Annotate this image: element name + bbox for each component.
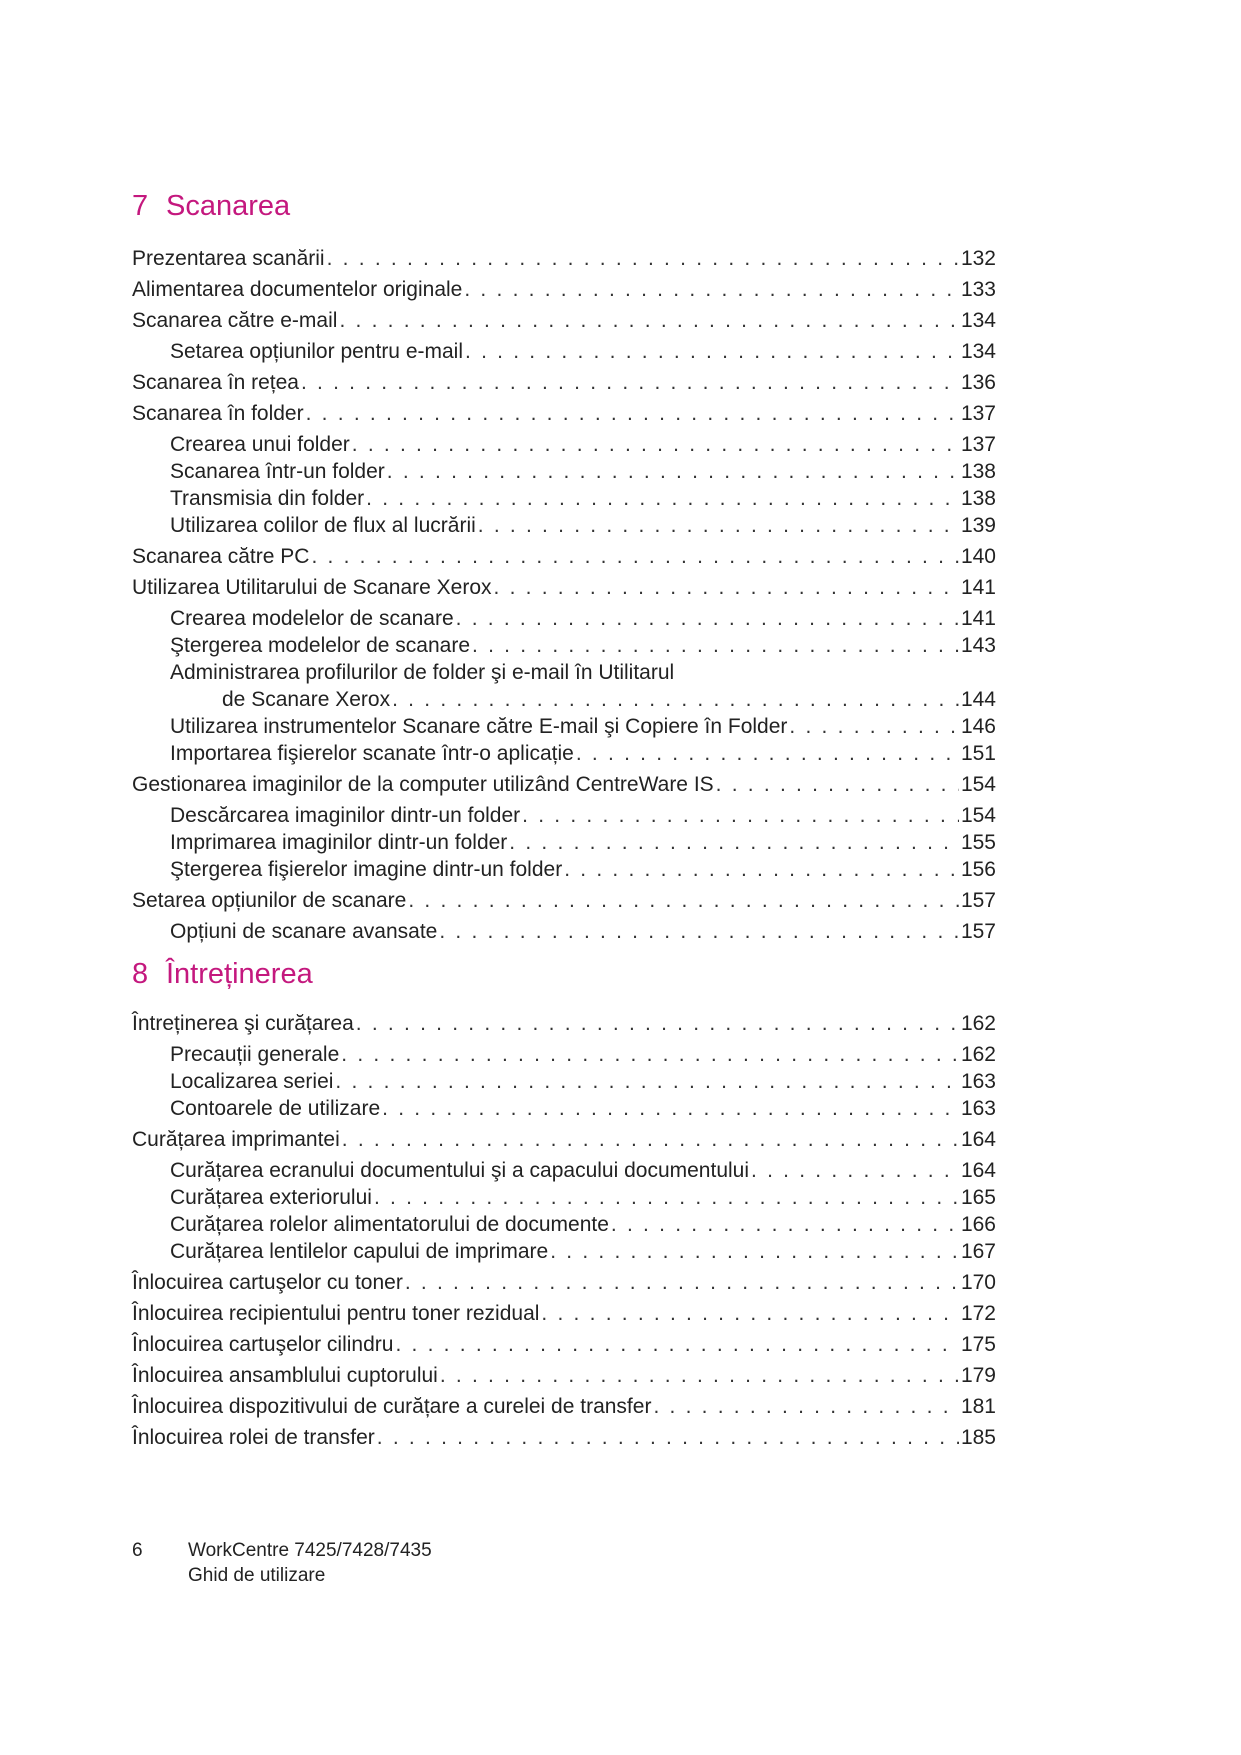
toc-subentry[interactable]: Transmisia din folder . . . 138 — [170, 485, 996, 512]
toc-subentry[interactable]: Crearea unui folder . . . 137 — [170, 431, 996, 458]
toc-subentry[interactable]: Scanarea într-un folder . . . 138 — [170, 458, 996, 485]
toc-entry[interactable]: Înlocuirea recipientului pentru toner rezidual . . . 172 — [132, 1300, 996, 1327]
toc-entry[interactable]: Înlocuirea ansamblului cuptorului . . . 179 — [132, 1362, 996, 1389]
chapter-title: Întreținerea — [166, 958, 313, 990]
chapter-heading-scanarea — [132, 190, 290, 223]
toc-entry[interactable]: Scanarea către e-mail . . . 134 — [132, 307, 996, 334]
toc-entry[interactable]: Întreținerea şi curățarea . . . 162 — [132, 1010, 996, 1037]
toc-entry[interactable]: Utilizarea Utilitarului de Scanare Xerox . . . 141 — [132, 574, 996, 601]
toc-entry[interactable]: Înlocuirea dispozitivului de curățare a curelei de transfer . . . 181 — [132, 1393, 996, 1420]
toc-entry[interactable]: Scanarea în folder . . . 137 — [132, 400, 996, 427]
toc-subentry[interactable]: Descărcarea imaginilor dintr-un folder . . . 154 — [170, 802, 996, 829]
toc-entry[interactable]: Înlocuirea rolei de transfer . . . 185 — [132, 1424, 996, 1451]
toc-subentry[interactable]: Localizarea seriei . . . 163 — [170, 1068, 996, 1095]
toc-entry[interactable]: Prezentarea scanării . . . 132 — [132, 245, 996, 272]
footer-product-info — [188, 1538, 432, 1588]
toc-entry[interactable]: Gestionarea imaginilor de la computer utilizând CentreWare IS . . . 154 — [132, 771, 996, 798]
footer-page-number: 6 — [132, 1540, 143, 1561]
toc-subentry[interactable]: Precauții generale . . . 162 — [170, 1041, 996, 1068]
toc-subentry[interactable]: Crearea modelelor de scanare . . . 141 — [170, 605, 996, 632]
toc-entry[interactable]: Setarea opțiunilor de scanare . . . 157 — [132, 887, 996, 914]
toc-subentry[interactable]: Utilizarea colilor de flux al lucrării . . . 139 — [170, 512, 996, 539]
chapter-number: 8 — [132, 958, 149, 990]
toc-subentry[interactable]: Curățarea ecranului documentului şi a capacului documentului . . . 164 — [170, 1157, 996, 1184]
toc-subentry[interactable]: Imprimarea imaginilor dintr-un folder . . . 155 — [170, 829, 996, 856]
footer-guide-title: Ghid de utilizare — [188, 1565, 326, 1586]
toc-entry[interactable]: Scanarea către PC . . . 140 — [132, 543, 996, 570]
toc-subentry[interactable]: Contoarele de utilizare . . . 163 — [170, 1095, 996, 1122]
toc-subentry[interactable]: de Scanare Xerox . . . 144 — [222, 686, 996, 713]
toc-subentry[interactable]: Importarea fişierelor scanate într-o aplicație . . . 151 — [170, 740, 996, 767]
toc-subentry[interactable]: Ştergerea modelelor de scanare . . . 143 — [170, 632, 996, 659]
toc-entry[interactable]: Alimentarea documentelor originale . . . 133 — [132, 276, 996, 303]
toc-subentry[interactable]: Ştergerea fişierelor imagine dintr-un folder . . . 156 — [170, 856, 996, 883]
toc-subentry-first-line[interactable]: Administrarea profilurilor de folder şi e-mail în Utilitarul — [170, 661, 675, 684]
toc-entry[interactable]: Înlocuirea cartuşelor cu toner . . . 170 — [132, 1269, 996, 1296]
toc-subentry[interactable]: Curățarea rolelor alimentatorului de documente . . . 166 — [170, 1211, 996, 1238]
footer-product-name: WorkCentre 7425/7428/7435 — [188, 1540, 432, 1561]
toc-entry[interactable]: Scanarea în rețea . . . 136 — [132, 369, 996, 396]
chapter-title: Scanarea — [166, 190, 291, 222]
chapter-heading-intretinerea — [132, 958, 313, 991]
toc-subentry[interactable]: Utilizarea instrumentelor Scanare către E-mail şi Copiere în Folder . . . 146 — [170, 713, 996, 740]
toc-entry[interactable]: Înlocuirea cartuşelor cilindru . . . 175 — [132, 1331, 996, 1358]
toc-subentry[interactable]: Opțiuni de scanare avansate . . . 157 — [170, 918, 996, 945]
toc-subentry[interactable]: Curățarea lentilelor capului de imprimare . . . 167 — [170, 1238, 996, 1265]
toc-subentry[interactable]: Curățarea exteriorului . . . 165 — [170, 1184, 996, 1211]
toc-subentry[interactable]: Setarea opțiunilor pentru e-mail . . . 134 — [170, 338, 996, 365]
chapter-number: 7 — [132, 190, 149, 222]
toc-entry[interactable]: Curățarea imprimantei . . . 164 — [132, 1126, 996, 1153]
